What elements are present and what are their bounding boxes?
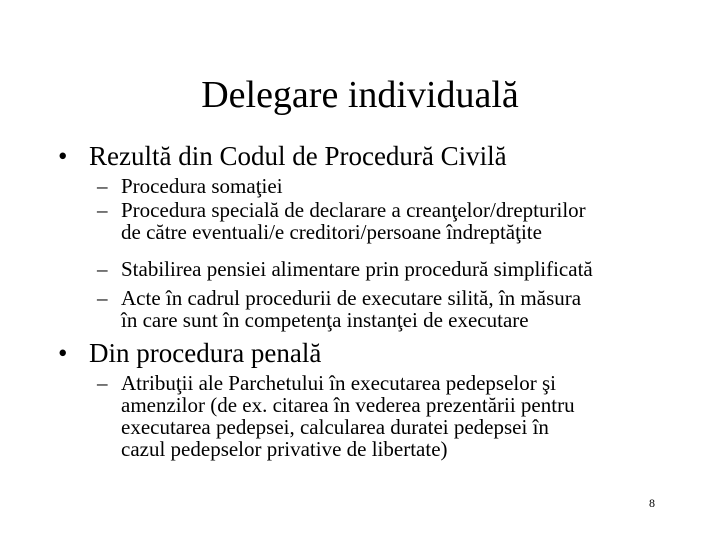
subitem-dash: – — [97, 371, 108, 395]
page-number: 8 — [649, 496, 655, 510]
subitem-line: în care sunt în competenţa instanţei de executare — [121, 308, 529, 332]
subitem-line: de către eventuali/e creditori/persoane îndreptăţite — [121, 220, 542, 244]
subitem-line: cazul pedepselor privative de libertate) — [121, 437, 448, 461]
subitem-somatie — [97, 175, 283, 197]
subitem-dash: – — [97, 174, 108, 198]
bullet-text: Rezultă din Codul de Procedură Civilă — [89, 141, 507, 171]
subitem-pensie-alimentara — [97, 258, 593, 280]
subitem-line: executarea pedepsei, calcularea duratei pedepsei în — [121, 415, 549, 439]
subitem-dash: – — [97, 257, 108, 281]
bullet-text: Din procedura penală — [89, 338, 322, 368]
subitem-dash: – — [97, 198, 108, 222]
bullet-marker: • — [58, 141, 68, 171]
subitem-dash: – — [97, 286, 108, 310]
subitem-line: Stabilirea pensiei alimentare prin procedură simplificată — [121, 257, 593, 281]
bullet-marker: • — [58, 338, 68, 368]
subitem-declarare-creante — [97, 199, 586, 243]
subitem-line: Atribuţii ale Parchetului în executarea pedepselor şi — [121, 371, 557, 395]
subitem-line: amenzilor (de ex. citarea în vederea prezentării pentru — [121, 393, 575, 417]
subitem-line: Acte în cadrul procedurii de executare silită, în măsura — [121, 286, 582, 310]
slide-title: Delegare individuală — [201, 74, 519, 116]
subitem-atributii-parchet — [97, 372, 575, 460]
subitem-line: Procedura specială de declarare a creanţelor/drepturilor — [121, 198, 586, 222]
subitem-executare-silita — [97, 287, 581, 331]
subitem-line: Procedura somaţiei — [121, 174, 283, 198]
